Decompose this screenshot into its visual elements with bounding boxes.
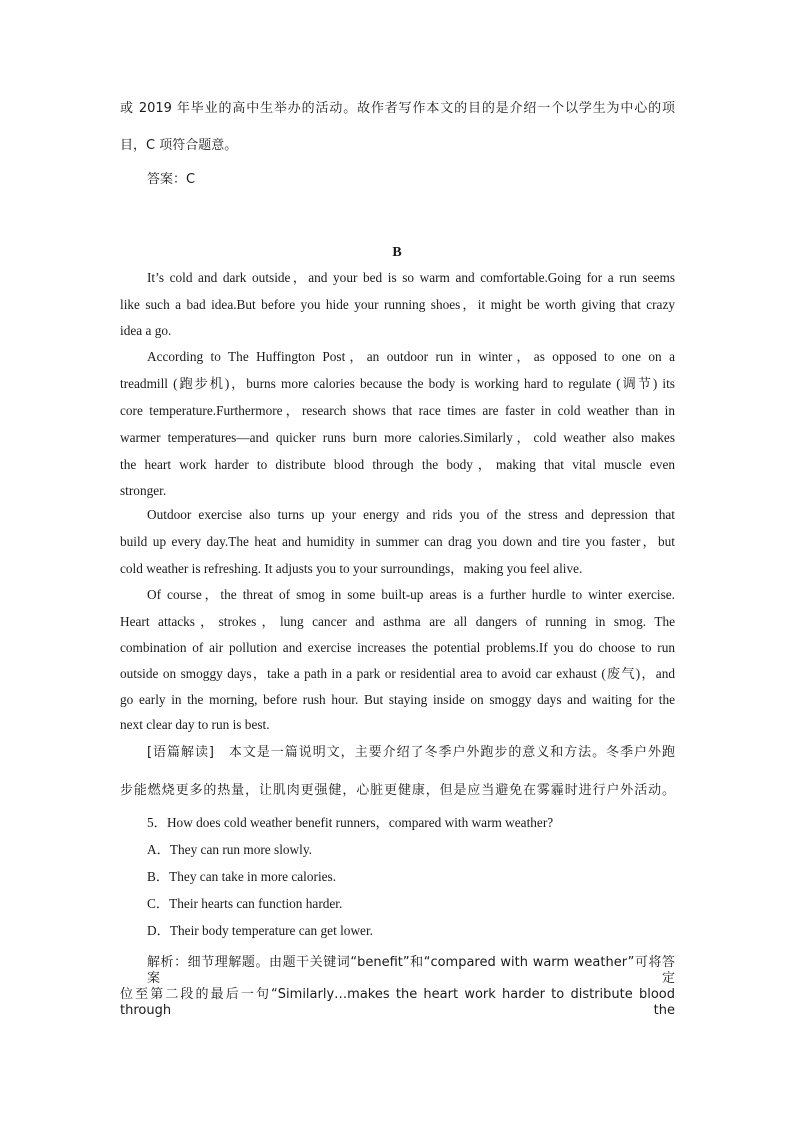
passage-p4-line-6: next clear day to run is best. — [120, 717, 270, 732]
passage-p4-line-1: Of course，the threat of smog in some built-up areas is a further hurdle to winter exercise. — [147, 587, 675, 602]
intro-line-2: 目，C 项符合题意。 — [120, 138, 238, 153]
passage-p3-line-3: cold weather is refreshing. It adjusts you to your surroundings，making you feel alive. — [120, 561, 583, 576]
reading-note-line-2: 步能燃烧更多的热量，让肌肉更强健，心脏更健康，但是应当避免在雾霾时进行户外活动。 — [120, 783, 675, 798]
passage-p4-line-4: outside on smoggy days，take a path in a park or residential area to avoid car exhaust (废气)，and — [120, 666, 675, 681]
passage-p2-line-3: core temperature.Furthermore，research shows that race times are faster in cold weather than in — [120, 403, 675, 418]
question-option-b: B．They can take in more calories. — [147, 869, 337, 884]
passage-p1-line-3: idea a go. — [120, 323, 172, 338]
passage-p3-line-1: Outdoor exercise also turns up your energy and rids you of the stress and depression that — [147, 507, 675, 522]
analysis-line-2: 位至第二段的最后一句“Similarly…makes the heart work harder to distribute blood through the — [120, 987, 675, 1018]
question-option-c: C．Their hearts can function harder. — [147, 896, 343, 911]
passage-p2-line-5: the heart work harder to distribute blood through the body，making that vital muscle even — [120, 457, 675, 472]
passage-p1-line-2: like such a bad idea.But before you hide your running shoes，it might be worth giving that crazy — [120, 297, 675, 312]
passage-p2-line-2: treadmill (跑步机)，burns more calories because the body is working hard to regulate (调节) its — [120, 376, 675, 391]
passage-p1-line-1: It’s cold and dark outside，and your bed is so warm and comfortable.Going for a run seems — [147, 270, 675, 285]
section-title: B — [392, 245, 402, 260]
passage-p2-line-4: warmer temperatures—and quicker runs burn more calories.Similarly，cold weather also makes — [120, 430, 675, 445]
intro-line-1: 或 2019 年毕业的高中生举办的活动。故作者写作本文的目的是介绍一个以学生为中心的项 — [120, 101, 675, 116]
question-option-a: A．They can run more slowly. — [147, 842, 312, 857]
reading-note-line-1: [语篇解读] 本文是一篇说明文，主要介绍了冬季户外跑步的意义和方法。冬季户外跑 — [147, 745, 675, 760]
passage-p4-line-5: go early in the morning, before rush hour. But staying inside on smoggy days and waiting for the — [120, 692, 675, 707]
passage-p3-line-2: build up every day.The heat and humidity in summer can drag you down and tire you faster，but — [120, 534, 675, 549]
passage-p2-line-1: According to The Huffington Post，an outdoor run in winter，as opposed to one on a — [147, 349, 675, 364]
question-option-d: D．Their body temperature can get lower. — [147, 923, 373, 938]
question-stem: 5．How does cold weather benefit runners，compared with warm weather? — [147, 815, 554, 830]
passage-p4-line-3: combination of air pollution and exercise increases the potential problems.If you do choose to run — [120, 640, 675, 655]
passage-p4-line-2: Heart attacks，strokes，lung cancer and asthma are all dangers of running in smog. The — [120, 614, 675, 629]
analysis-line-1: 解析：细节理解题。由题干关键词“benefit”和“compared with warm weather”可将答案定 — [147, 955, 675, 986]
answer-line: 答案：C — [147, 172, 196, 187]
passage-p2-line-6: stronger. — [120, 483, 167, 498]
